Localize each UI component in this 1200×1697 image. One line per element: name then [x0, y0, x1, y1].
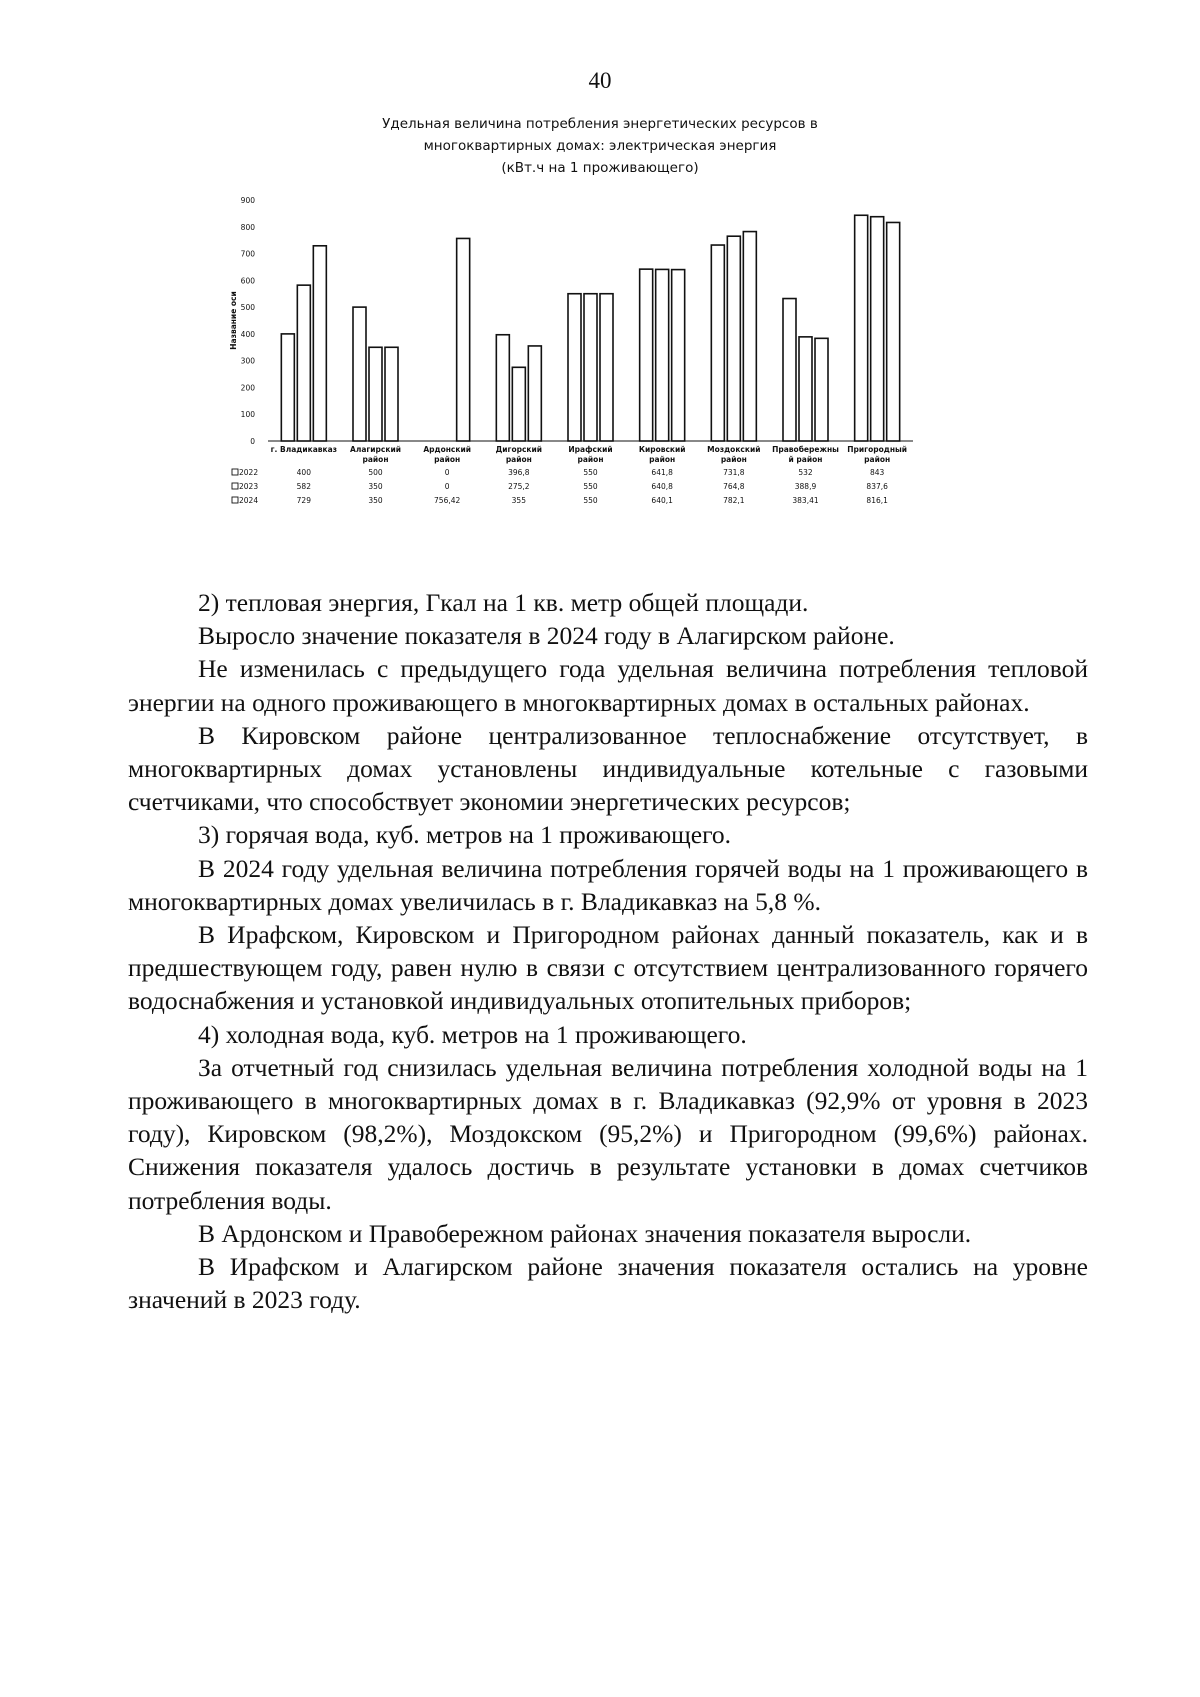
data-table-value: 0: [444, 468, 450, 477]
data-table-value: 355: [511, 496, 526, 505]
data-table-value: 550: [583, 482, 598, 491]
legend-key-2022: [232, 469, 238, 475]
category-label: г. Владикавказ: [270, 445, 338, 454]
bar-2022: [855, 215, 868, 441]
category-label: Моздокский: [707, 445, 761, 454]
category-label: район: [649, 455, 676, 464]
category-label: район: [505, 455, 532, 464]
bar-2024: [672, 270, 685, 441]
data-table-value: 550: [583, 468, 598, 477]
data-table-value: 383,41: [792, 496, 819, 505]
bar-2023: [512, 367, 525, 441]
paragraph-hot-water-growth: В 2024 году удельная величина потребления горячей воды на 1 проживающего в многоквартирных домах увеличилась в г. Владикавказ на 5,8 %.: [128, 853, 1088, 916]
y-axis-label: Название оси: [229, 291, 238, 350]
data-table-value: 640,1: [651, 496, 673, 505]
bar-chart: [228, 195, 988, 565]
data-table-value: 400: [296, 468, 311, 477]
data-table-value: 731,8: [723, 468, 745, 477]
bar-2023: [799, 337, 812, 441]
chart-title-line-1: Удельная величина потребления энергетических ресурсов в: [382, 116, 818, 132]
legend-label: 2023: [239, 482, 259, 491]
bar-2023: [297, 285, 310, 441]
bar-2023: [656, 269, 669, 441]
y-tick-label: 300: [240, 356, 255, 366]
bar-2023: [584, 294, 597, 441]
bar-2022: [496, 335, 509, 441]
category-label: район: [720, 455, 747, 464]
y-tick-label: 100: [240, 410, 255, 420]
y-tick-label: 700: [240, 249, 255, 259]
data-table-value: 396,8: [508, 468, 530, 477]
chart-title-line-2: многоквартирных домах: электрическая энергия: [423, 138, 777, 154]
bar-2022: [353, 307, 366, 441]
bar-2022: [640, 269, 653, 441]
legend-key-2024: [232, 497, 238, 503]
bar-2024: [313, 246, 326, 441]
category-label: район: [434, 455, 461, 464]
y-tick-label: 900: [240, 196, 255, 205]
data-table-value: 550: [583, 496, 598, 505]
y-tick-label: 800: [240, 222, 255, 232]
data-table-value: 0: [444, 482, 450, 491]
data-table-value: 275,2: [508, 482, 530, 491]
chart-title-line-3: (кВт.ч на 1 проживающего): [501, 160, 699, 176]
bar-2024: [385, 347, 398, 441]
chart-title: [240, 113, 960, 179]
category-label: район: [864, 455, 891, 464]
legend-label: 2022: [239, 468, 259, 477]
data-table-value: 532: [798, 468, 813, 477]
category-label: Ардонский: [423, 445, 471, 454]
paragraph-hot-water-heading: 3) горячая вода, куб. метров на 1 проживающего.: [198, 820, 732, 850]
data-table-value: 582: [296, 482, 311, 491]
legend-label: 2024: [239, 496, 259, 505]
y-tick-label: 500: [240, 303, 255, 313]
bar-2024: [600, 294, 613, 441]
category-label: Алагирский: [350, 445, 401, 454]
category-label: район: [362, 455, 389, 464]
data-table-value: 350: [368, 482, 383, 491]
bar-2023: [369, 347, 382, 441]
category-label: Дигорский: [495, 445, 543, 454]
category-label: й район: [788, 455, 823, 464]
bar-2024: [528, 346, 541, 441]
paragraph-cold-water-stable: В Ирафском и Алагирском районе значения показателя остались на уровне значений в 2023 году.: [128, 1252, 1088, 1315]
bar-2022: [568, 294, 581, 441]
data-table-value: 837,6: [866, 482, 888, 491]
y-tick-label: 200: [240, 383, 255, 393]
paragraph-heat-heading: 2) тепловая энергия, Гкал на 1 кв. метр общей площади.: [198, 588, 809, 617]
paragraph-cold-water-decrease: За отчетный год снизилась удельная величина потребления холодной воды на 1 проживающего в многоквартирных домах в г. Владикавказ (92,9% от уровня в 2023 году), Кировском (98,2%), Моздокском (95,2%) и Пригородном (99,6%) районах. Снижения показателя удалось достичь в результате установки в домах счетчиков потребления воды.: [128, 1052, 1088, 1215]
legend-key-2023: [232, 483, 238, 489]
data-table-value: 782,1: [723, 496, 745, 505]
data-table-value: 816,1: [866, 496, 888, 505]
category-label: Ирафский: [568, 445, 613, 454]
category-label: Правобережны: [772, 445, 839, 454]
paragraph-kirovsky-heating: В Кировском районе централизованное теплоснабжение отсутствует, в многоквартирных домах установлены индивидуальные котельные с газовыми счетчиками, что способствует экономии энергетических ресурсов;: [128, 720, 1088, 817]
category-label: район: [577, 455, 604, 464]
y-tick-label: 600: [240, 276, 255, 286]
data-table-value: 764,8: [723, 482, 745, 491]
bar-2022: [281, 334, 294, 441]
page-number: 40: [588, 68, 612, 93]
bar-2024: [887, 222, 900, 441]
data-table-value: 640,8: [651, 482, 673, 491]
data-table-value: 500: [368, 468, 383, 477]
bar-2024: [457, 238, 470, 441]
data-table-value: 843: [870, 468, 885, 477]
data-table-value: 641,8: [651, 468, 673, 477]
data-table-value: 729: [296, 496, 311, 505]
bar-2023: [871, 217, 884, 441]
body-text: [128, 586, 1088, 1316]
bar-2024: [743, 232, 756, 441]
paragraph-heat-growth: Выросло значение показателя в 2024 году в Алагирском районе.: [198, 621, 895, 651]
bar-2024: [815, 338, 828, 441]
bar-2023: [727, 236, 740, 441]
bar-2022: [711, 245, 724, 441]
category-label: Пригородный: [847, 445, 908, 454]
y-tick-label: 400: [240, 329, 255, 339]
data-table-value: 388,9: [794, 482, 817, 491]
paragraph-heat-unchanged: Не изменилась с предыдущего года удельная величина потребления тепловой энергии на одного проживающего в многоквартирных домах в остальных районах.: [128, 654, 1088, 717]
y-tick-label: 0: [250, 437, 255, 446]
data-table-value: 350: [368, 496, 383, 505]
data-table-value: 756,42: [434, 496, 461, 505]
paragraph-cold-water-heading: 4) холодная вода, куб. метров на 1 проживающего.: [198, 1019, 747, 1049]
category-label: Кировский: [638, 445, 686, 454]
bar-2022: [783, 299, 796, 441]
paragraph-hot-water-zero: В Ирафском, Кировском и Пригородном районах данный показатель, как и в предшествующем году, равен нулю в связи с отсутствием централизованного горячего водоснабжения и установкой индивидуальных отопительных приборов;: [128, 920, 1088, 1016]
paragraph-cold-water-growth: В Ардонском и Правобережном районах значения показателя выросли.: [198, 1218, 972, 1248]
